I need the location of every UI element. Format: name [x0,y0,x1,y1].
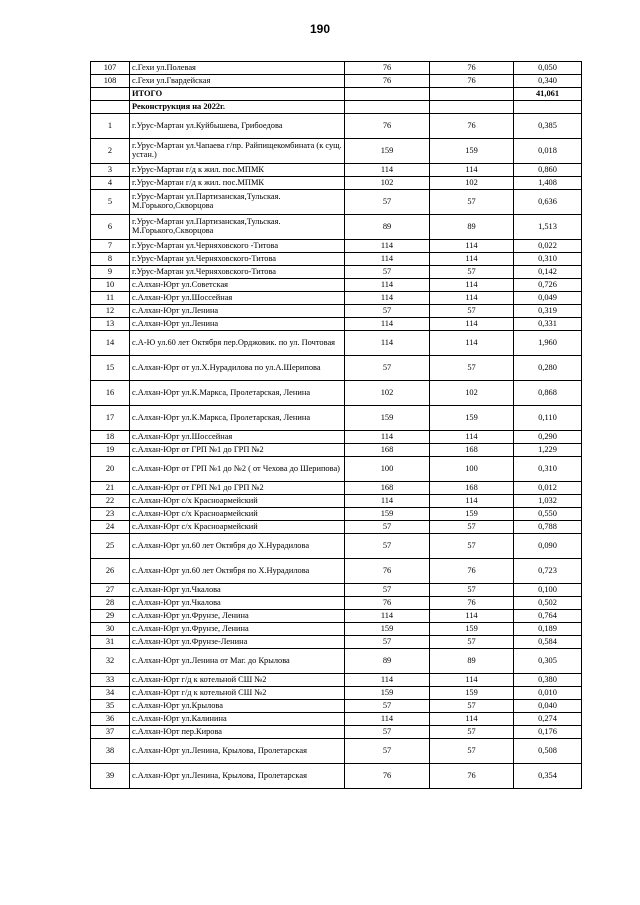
location-cell: с.Алхан-Юрт с/х Красноармейский [130,495,345,508]
table-row [91,406,582,431]
table-row [91,279,582,292]
row-number-cell: 6 [91,215,130,240]
location-cell: с.Алхан-Юрт ул.Советская [130,279,345,292]
table-row [91,292,582,305]
diameter-cell: 76 [345,559,430,584]
length-cell: 0,723 [514,559,582,584]
diameter-cell: 159 [345,508,430,521]
diameter-cell: 57 [345,636,430,649]
diameter-2-cell: 114 [430,495,514,508]
diameter-cell: 76 [345,75,430,88]
row-number-cell: 24 [91,521,130,534]
row-number-cell: 27 [91,584,130,597]
diameter-2-cell: 57 [430,700,514,713]
length-cell: 0,049 [514,292,582,305]
length-cell: 0,550 [514,508,582,521]
table-row [91,88,582,101]
length-cell: 0,636 [514,190,582,215]
table-row [91,726,582,739]
diameter-cell: 114 [345,713,430,726]
diameter-2-cell: 114 [430,318,514,331]
location-cell: г.Урус-Мартан ул.Чапаева г/пр. Райпищекомбината (к сущ. устан.) [130,139,345,164]
table-body [91,62,582,789]
table-row [91,190,582,215]
length-cell: 0,012 [514,482,582,495]
location-cell: с.Алхан-Юрт с/х Красноармейский [130,508,345,521]
location-cell: г.Урус-Мартан ул.Партизанская,Тульская. М.Горького,Скворцова [130,215,345,240]
location-cell: с.Алхан-Юрт ул.Калинина [130,713,345,726]
location-cell: с.Алхан-Юрт ул.Чкалова [130,597,345,610]
table-row [91,356,582,381]
diameter-2-cell: 57 [430,534,514,559]
diameter-2-cell: 114 [430,279,514,292]
location-cell: с.Алхан-Юрт ул.Ленина, Крылова, Пролетарская [130,739,345,764]
length-cell: 0,860 [514,164,582,177]
table-row [91,318,582,331]
length-cell: 0,040 [514,700,582,713]
diameter-cell: 114 [345,279,430,292]
row-number-cell: 7 [91,240,130,253]
row-number-cell [91,88,130,101]
row-number-cell: 26 [91,559,130,584]
table-row [91,687,582,700]
table-row [91,623,582,636]
length-cell: 0,090 [514,534,582,559]
location-cell: с.Алхан-Юрт ул.Ленина [130,305,345,318]
table-row [91,444,582,457]
diameter-2-cell: 159 [430,687,514,700]
length-cell: 0,176 [514,726,582,739]
row-number-cell: 25 [91,534,130,559]
diameter-2-cell: 100 [430,457,514,482]
diameter-cell: 57 [345,305,430,318]
diameter-2-cell: 89 [430,215,514,240]
location-cell: г.Урус-Мартан г/д к жил. пос.МПМК [130,177,345,190]
diameter-cell: 57 [345,700,430,713]
location-cell: с.Алхан-Юрт ул.Ленина [130,318,345,331]
location-cell: с.Алхан-Юрт ул.Фрунзе, Ленина [130,623,345,636]
length-cell: 0,050 [514,62,582,75]
diameter-2-cell: 168 [430,444,514,457]
location-cell: г.Урус-Мартан ул.Куйбышева, Грибоедова [130,114,345,139]
diameter-cell: 76 [345,597,430,610]
row-number-cell: 34 [91,687,130,700]
location-cell: с.Алхан-Юрт ул.60 лет Октября до Х.Нурадилова [130,534,345,559]
row-number-cell: 31 [91,636,130,649]
location-cell: с.Алхан-Юрт ул.Чкалова [130,584,345,597]
diameter-cell: 168 [345,444,430,457]
location-cell: с.Алхан-Юрт ул.Фрунзе-Ленина [130,636,345,649]
diameter-cell: 159 [345,406,430,431]
location-cell: с.Алхан-Юрт ул.К.Маркса, Пролетарская, Ленина [130,406,345,431]
diameter-2-cell: 114 [430,431,514,444]
diameter-cell: 159 [345,623,430,636]
row-number-cell: 36 [91,713,130,726]
location-cell: Реконструкция на 2022г. [130,101,345,114]
diameter-cell: 114 [345,495,430,508]
location-cell: с.А-Ю ул.60 лет Октября пер.Орджовик. по ул. Почтовая [130,331,345,356]
length-cell: 1,408 [514,177,582,190]
diameter-2-cell: 76 [430,597,514,610]
page-number: 190 [309,22,331,36]
table-row [91,764,582,789]
row-number-cell: 8 [91,253,130,266]
diameter-2-cell: 114 [430,253,514,266]
length-cell: 0,310 [514,253,582,266]
row-number-cell: 20 [91,457,130,482]
diameter-cell: 57 [345,584,430,597]
row-number-cell: 19 [91,444,130,457]
row-number-cell: 5 [91,190,130,215]
length-cell: 0,142 [514,266,582,279]
location-cell: с.Алхан-Юрт г/д к котельной СШ №2 [130,674,345,687]
table-row [91,164,582,177]
diameter-2-cell: 168 [430,482,514,495]
location-cell: с.Алхан-Юрт от ГРП №1 до №2 ( от Чехова до Шерипова) [130,457,345,482]
length-cell [514,101,582,114]
diameter-cell: 57 [345,726,430,739]
pipeline-table [90,61,582,789]
length-cell: 1,513 [514,215,582,240]
length-cell: 0,010 [514,687,582,700]
length-cell: 0,380 [514,674,582,687]
row-number-cell: 28 [91,597,130,610]
row-number-cell: 33 [91,674,130,687]
table-row [91,139,582,164]
location-cell: г.Урус-Мартан ул.Партизанская,Тульская. М.Горького,Скворцова [130,190,345,215]
table-row [91,331,582,356]
table-row [91,674,582,687]
row-number-cell: 14 [91,331,130,356]
row-number-cell: 15 [91,356,130,381]
length-cell: 0,354 [514,764,582,789]
row-number-cell: 9 [91,266,130,279]
row-number-cell: 11 [91,292,130,305]
table-row [91,610,582,623]
length-cell: 0,502 [514,597,582,610]
length-cell: 0,340 [514,75,582,88]
table-row [91,739,582,764]
diameter-2-cell: 76 [430,75,514,88]
diameter-cell: 114 [345,292,430,305]
row-number-cell: 2 [91,139,130,164]
diameter-2-cell: 57 [430,356,514,381]
row-number-cell: 13 [91,318,130,331]
table-row [91,305,582,318]
row-number-cell: 10 [91,279,130,292]
location-cell: с.Алхан-Юрт с/х Красноармейский [130,521,345,534]
length-cell: 0,385 [514,114,582,139]
table-row [91,521,582,534]
row-number-cell: 12 [91,305,130,318]
length-cell: 0,310 [514,457,582,482]
diameter-2-cell: 159 [430,508,514,521]
length-cell: 0,726 [514,279,582,292]
location-cell: с.Алхан-Юрт ул.Шоссейная [130,431,345,444]
diameter-2-cell: 114 [430,240,514,253]
location-cell: с.Гехи ул.Полевая [130,62,345,75]
row-number-cell: 29 [91,610,130,623]
diameter-2-cell: 114 [430,674,514,687]
location-cell: г.Урус-Мартан ул.Черняховского-Титова [130,266,345,279]
diameter-cell: 57 [345,534,430,559]
diameter-cell: 159 [345,139,430,164]
table-row [91,495,582,508]
length-cell: 0,331 [514,318,582,331]
row-number-cell: 30 [91,623,130,636]
diameter-2-cell: 76 [430,114,514,139]
length-cell: 0,508 [514,739,582,764]
diameter-cell: 57 [345,356,430,381]
row-number-cell: 108 [91,75,130,88]
diameter-cell: 114 [345,164,430,177]
diameter-cell: 114 [345,253,430,266]
diameter-2-cell: 76 [430,764,514,789]
diameter-2-cell: 57 [430,266,514,279]
diameter-cell: 114 [345,431,430,444]
diameter-2-cell: 114 [430,164,514,177]
row-number-cell: 3 [91,164,130,177]
location-cell: г.Урус-Мартан ул.Черняховского -Титова [130,240,345,253]
row-number-cell: 32 [91,649,130,674]
diameter-2-cell: 114 [430,292,514,305]
diameter-cell: 114 [345,240,430,253]
diameter-cell: 57 [345,266,430,279]
diameter-2-cell [430,88,514,101]
length-cell: 0,280 [514,356,582,381]
length-cell: 0,305 [514,649,582,674]
diameter-cell: 57 [345,190,430,215]
diameter-2-cell: 57 [430,190,514,215]
table-row [91,266,582,279]
location-cell: с.Алхан-Юрт г/д к котельной СШ №2 [130,687,345,700]
location-cell: с.Алхан-Юрт от ГРП №1 до ГРП №2 [130,444,345,457]
diameter-2-cell: 102 [430,381,514,406]
diameter-2-cell: 159 [430,406,514,431]
diameter-cell: 100 [345,457,430,482]
location-cell: с.Гехи ул.Гвардейская [130,75,345,88]
length-cell: 41,061 [514,88,582,101]
diameter-2-cell: 57 [430,739,514,764]
location-cell: с.Алхан-Юрт ул.Фрунзе, Ленина [130,610,345,623]
location-cell: с.Алхан-Юрт ул.60 лет Октября по Х.Нурадилова [130,559,345,584]
diameter-2-cell: 114 [430,331,514,356]
length-cell: 1,960 [514,331,582,356]
location-cell: с.Алхан-Юрт ул.Ленина, Крылова, Пролетарская [130,764,345,789]
location-cell: с.Алхан-Юрт ул.К.Маркса, Пролетарская, Ленина [130,381,345,406]
table-row [91,457,582,482]
row-number-cell: 1 [91,114,130,139]
diameter-cell: 114 [345,331,430,356]
diameter-2-cell: 76 [430,62,514,75]
length-cell: 0,764 [514,610,582,623]
diameter-cell: 114 [345,318,430,331]
diameter-cell [345,88,430,101]
row-number-cell: 4 [91,177,130,190]
row-number-cell: 107 [91,62,130,75]
diameter-2-cell: 76 [430,559,514,584]
diameter-2-cell: 57 [430,636,514,649]
length-cell: 0,189 [514,623,582,636]
row-number-cell [91,101,130,114]
table-row [91,62,582,75]
diameter-cell [345,101,430,114]
length-cell: 0,290 [514,431,582,444]
table-row [91,534,582,559]
length-cell: 0,788 [514,521,582,534]
location-cell: г.Урус-Мартан г/д к жил. пос.МПМК [130,164,345,177]
row-number-cell: 17 [91,406,130,431]
diameter-cell: 89 [345,215,430,240]
diameter-2-cell: 102 [430,177,514,190]
diameter-2-cell: 114 [430,713,514,726]
row-number-cell: 39 [91,764,130,789]
row-number-cell: 35 [91,700,130,713]
length-cell: 1,032 [514,495,582,508]
table-row [91,713,582,726]
length-cell: 0,110 [514,406,582,431]
table-row [91,649,582,674]
diameter-cell: 114 [345,610,430,623]
table-row [91,215,582,240]
diameter-cell: 168 [345,482,430,495]
table-row [91,508,582,521]
location-cell: с.Алхан-Юрт от ул.Х.Нурадилова по ул.А.Шерипова [130,356,345,381]
diameter-cell: 114 [345,674,430,687]
diameter-2-cell: 159 [430,139,514,164]
diameter-cell: 76 [345,764,430,789]
length-cell: 0,022 [514,240,582,253]
diameter-2-cell: 114 [430,610,514,623]
row-number-cell: 16 [91,381,130,406]
row-number-cell: 22 [91,495,130,508]
diameter-2-cell: 159 [430,623,514,636]
location-cell: с.Алхан-Юрт ул.Крылова [130,700,345,713]
diameter-2-cell: 57 [430,521,514,534]
table-row [91,253,582,266]
diameter-cell: 102 [345,177,430,190]
row-number-cell: 18 [91,431,130,444]
row-number-cell: 21 [91,482,130,495]
table-row [91,700,582,713]
table-row [91,482,582,495]
diameter-cell: 89 [345,649,430,674]
row-number-cell: 23 [91,508,130,521]
length-cell: 0,584 [514,636,582,649]
location-cell: с.Алхан-Юрт ул.Шоссейная [130,292,345,305]
diameter-2-cell: 57 [430,726,514,739]
table-row [91,597,582,610]
length-cell: 0,274 [514,713,582,726]
row-number-cell: 38 [91,739,130,764]
length-cell: 0,018 [514,139,582,164]
row-number-cell: 37 [91,726,130,739]
table-row [91,114,582,139]
table-row [91,177,582,190]
location-cell: ИТОГО [130,88,345,101]
table-row [91,101,582,114]
length-cell: 0,319 [514,305,582,318]
diameter-cell: 57 [345,739,430,764]
table-row [91,559,582,584]
table-row [91,75,582,88]
diameter-cell: 76 [345,114,430,139]
table-row [91,584,582,597]
location-cell: г.Урус-Мартан ул.Черняховского-Титова [130,253,345,266]
diameter-2-cell: 89 [430,649,514,674]
diameter-cell: 57 [345,521,430,534]
location-cell: с.Алхан-Юрт пер.Кирова [130,726,345,739]
diameter-cell: 159 [345,687,430,700]
diameter-2-cell [430,101,514,114]
diameter-cell: 76 [345,62,430,75]
table-row [91,240,582,253]
length-cell: 1,229 [514,444,582,457]
diameter-2-cell: 57 [430,305,514,318]
location-cell: с.Алхан-Юрт от ГРП №1 до ГРП №2 [130,482,345,495]
diameter-cell: 102 [345,381,430,406]
table-row [91,431,582,444]
length-cell: 0,100 [514,584,582,597]
length-cell: 0,868 [514,381,582,406]
table-row [91,636,582,649]
location-cell: с.Алхан-Юрт ул.Ленина от Маг. до Крылова [130,649,345,674]
table-row [91,381,582,406]
diameter-2-cell: 57 [430,584,514,597]
